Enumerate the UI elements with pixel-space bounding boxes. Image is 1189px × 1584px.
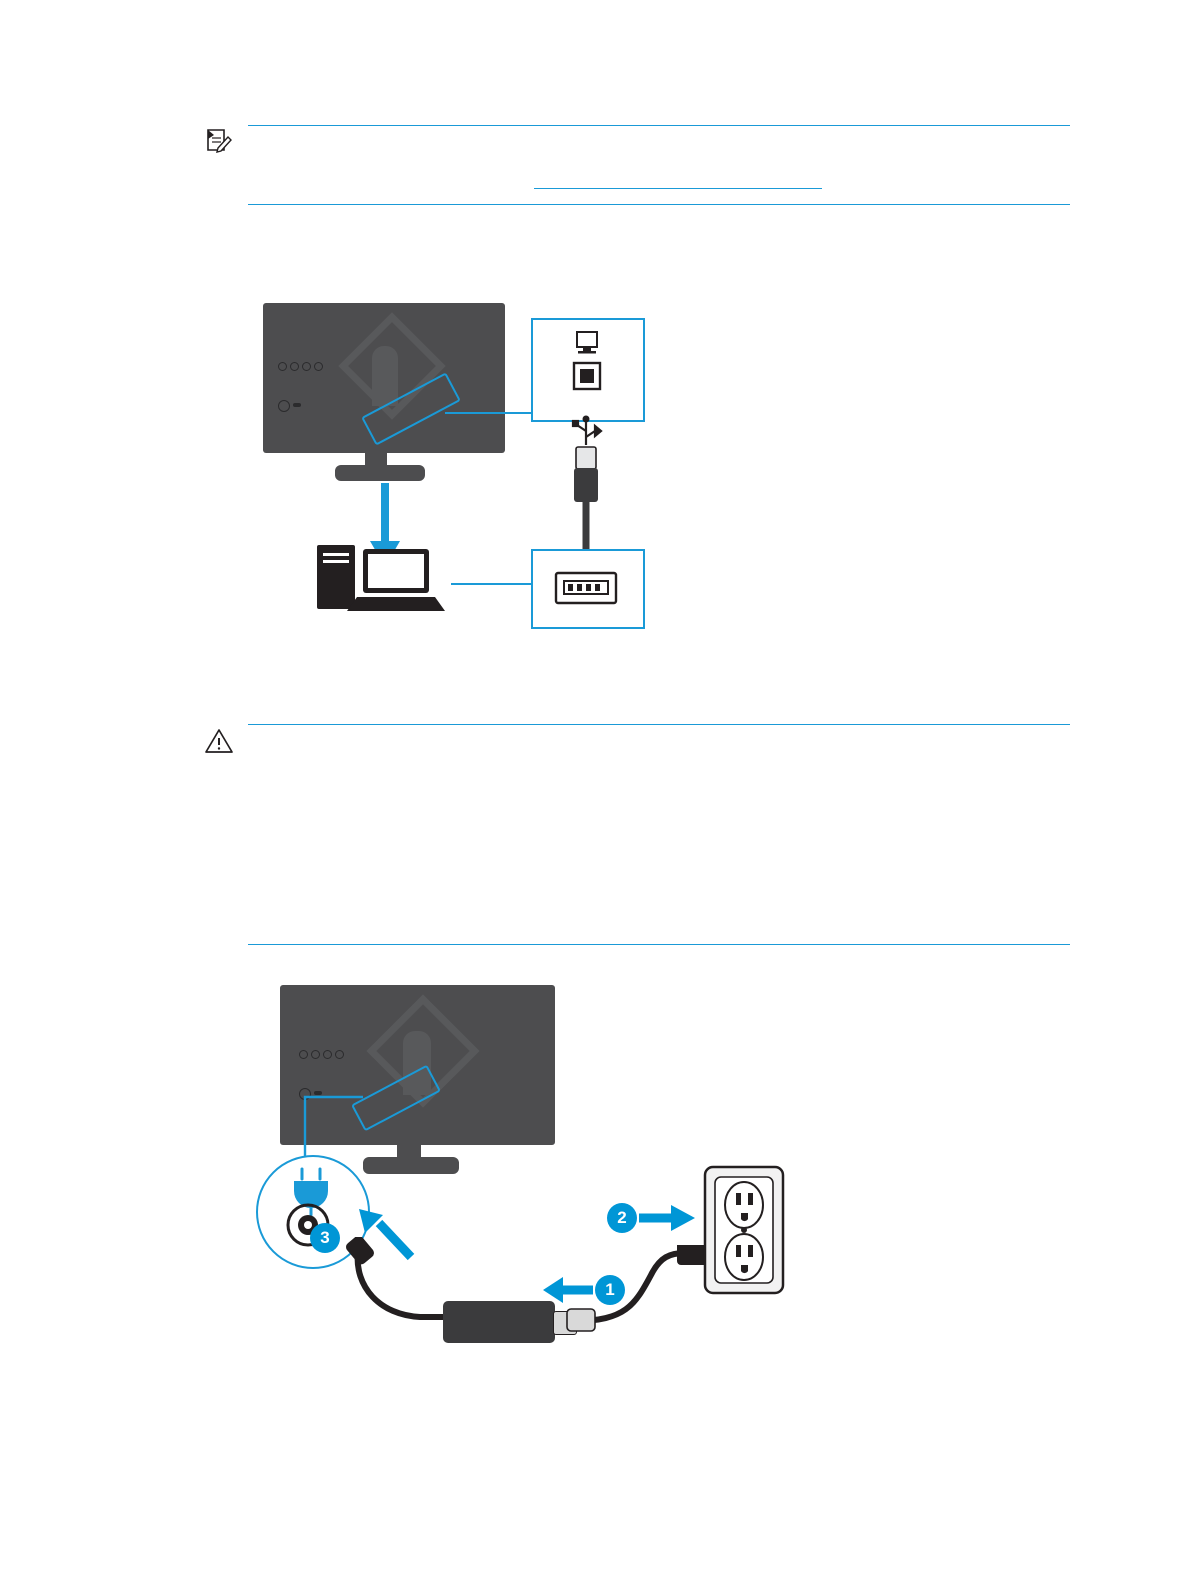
callout-2-arrow: [637, 1203, 699, 1233]
note-cross-reference-underline[interactable]: [534, 188, 822, 189]
callout-leader-line-usb-a: [451, 583, 535, 585]
ac-power-adapter-brick: [443, 1301, 555, 1343]
callout-leader-line-usb-b: [445, 412, 531, 414]
warning-bottom-rule: [248, 944, 1070, 945]
osd-button-2: [290, 362, 299, 371]
power-cord-connection-diagram: [255, 975, 815, 1365]
osd-button-1: [278, 362, 287, 371]
osd-button-4: [335, 1050, 344, 1059]
warning-block: [204, 726, 1084, 936]
osd-button-2: [311, 1050, 320, 1059]
power-led: [293, 403, 301, 407]
callout-3-badge: 3: [310, 1223, 340, 1253]
ac-power-cord: [565, 1245, 725, 1355]
note-pencil-icon: [204, 126, 234, 156]
desktop-and-laptop-computer-icon: [313, 545, 453, 620]
usb-type-a-port-icon-box: [531, 549, 645, 629]
power-button: [278, 400, 290, 412]
monitor-stand-mount: [372, 346, 398, 406]
note-bottom-rule: [248, 204, 1070, 205]
monitor-stand-base: [335, 465, 425, 481]
osd-button-3: [302, 362, 311, 371]
osd-button-1: [299, 1050, 308, 1059]
usb-cable-connection-diagram: [255, 295, 675, 635]
osd-button-4: [314, 362, 323, 371]
electrical-wall-outlet: [703, 1165, 785, 1295]
callout-2-badge: 2: [607, 1203, 637, 1233]
usb-type-b-port-icon-box: [531, 318, 645, 422]
warning-triangle-icon: [204, 726, 234, 756]
warning-top-rule: [248, 724, 1070, 725]
osd-button-3: [323, 1050, 332, 1059]
callout-1-badge: 1: [595, 1275, 625, 1305]
